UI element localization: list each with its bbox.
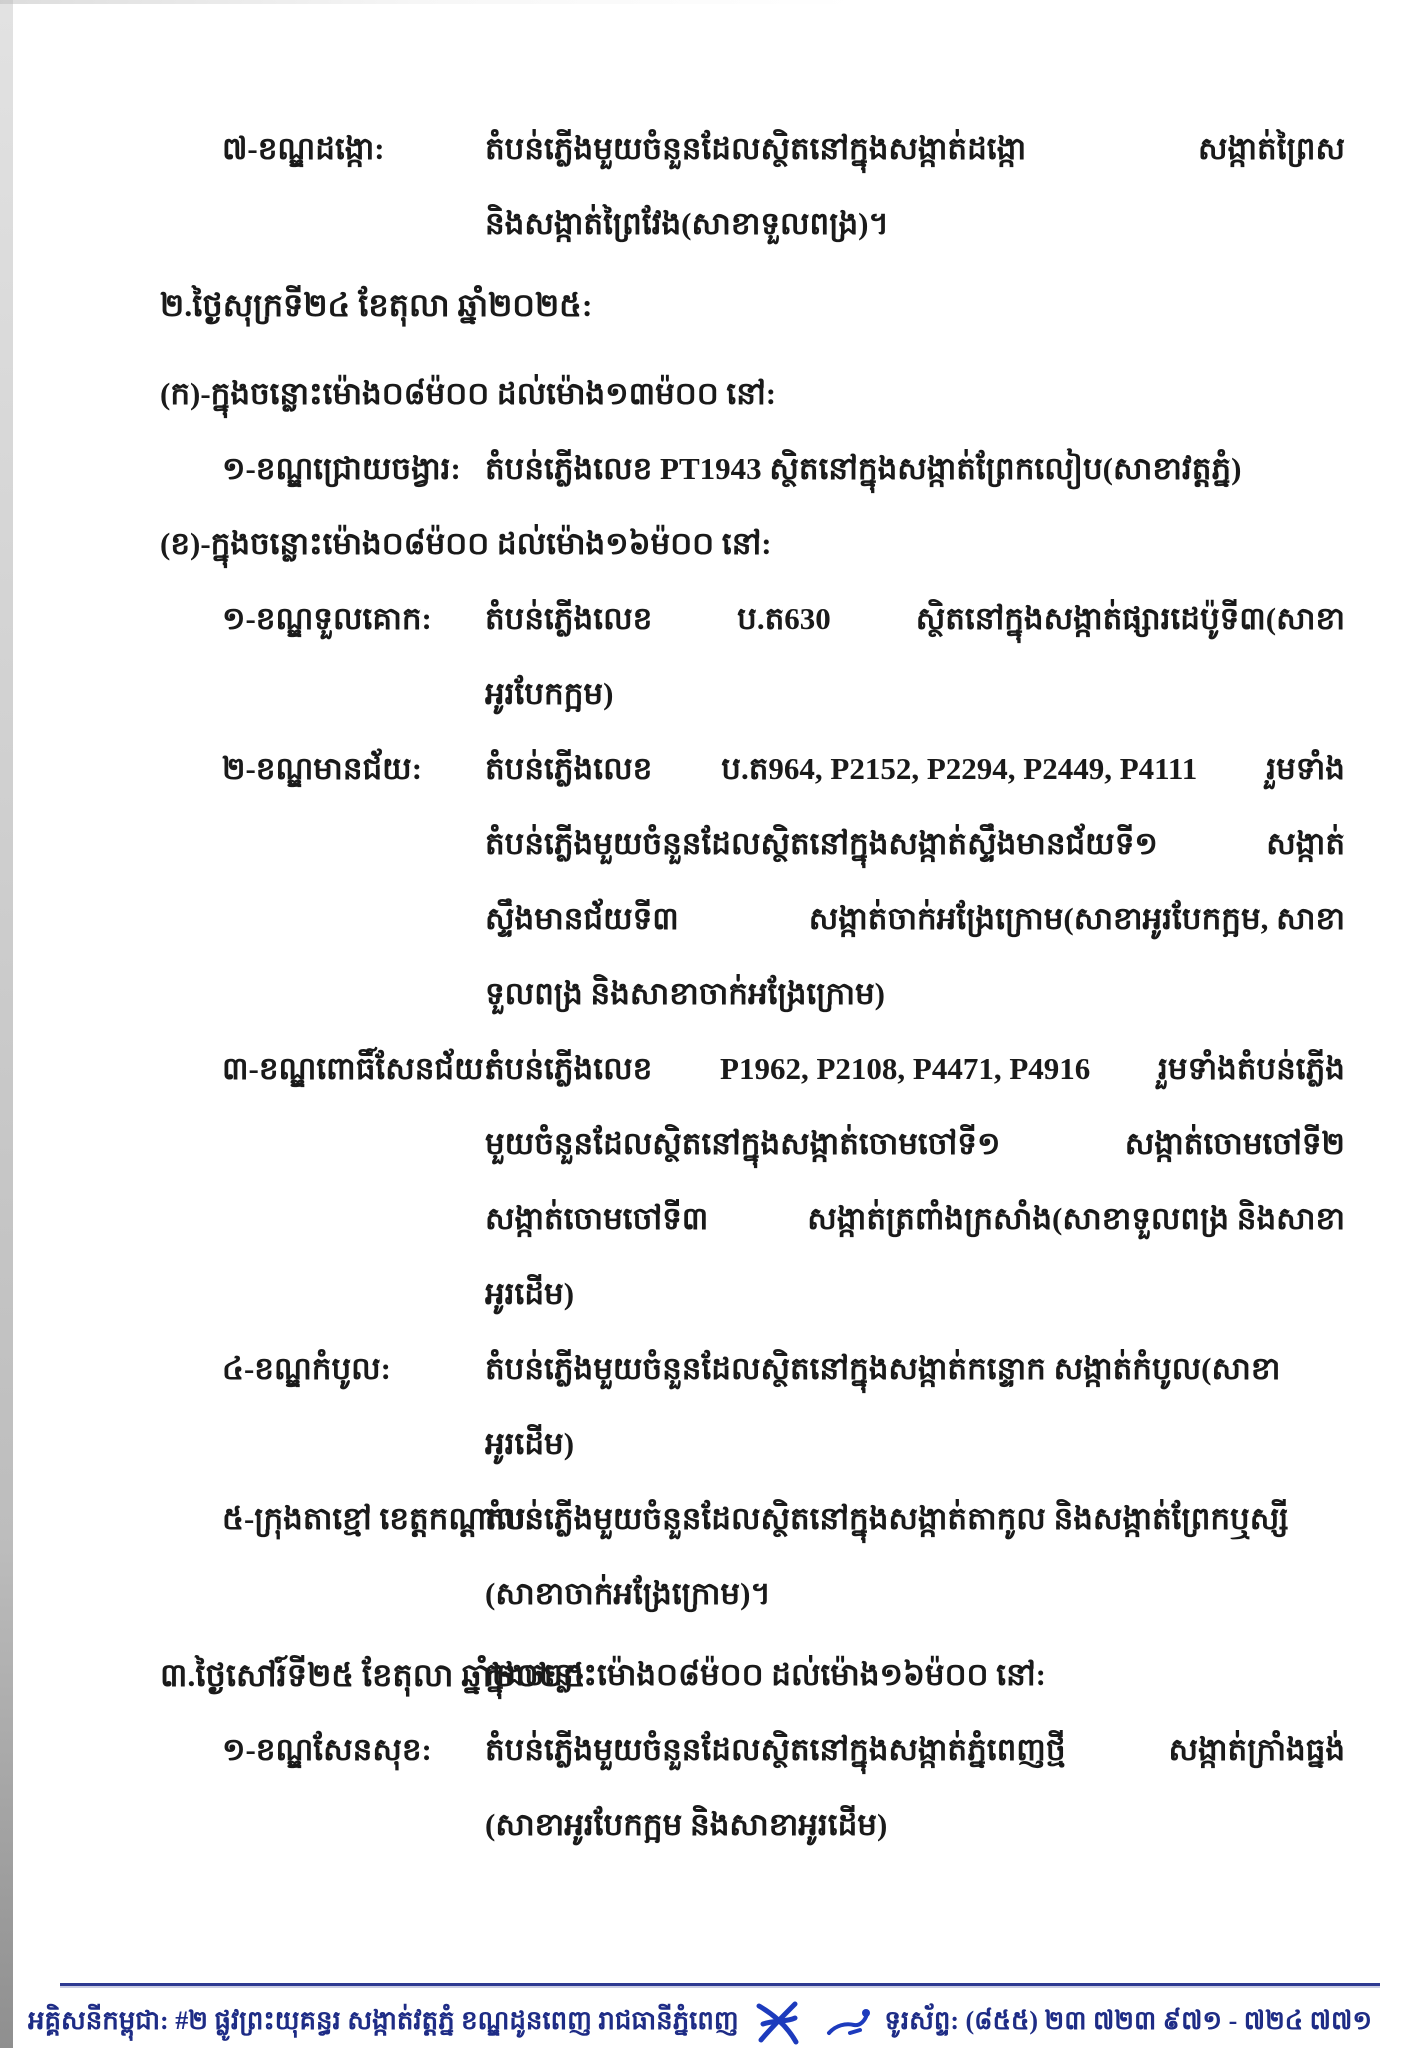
area-description (485, 1659, 1345, 1692)
doc-row-9 (0, 732, 1427, 807)
time-window: (ក)-ក្នុងចន្លោះម៉ោង០៨ម៉០០ ដល់ម៉ោង១៣ម៉០០ នៅ: (160, 376, 777, 412)
text-segment: ស្ទឹងមានជ័យទី៣ (485, 901, 679, 937)
footer (28, 1996, 1372, 2048)
doc-row-19 (0, 1482, 1427, 1557)
text-segment: អូរដើម) (485, 1276, 575, 1312)
telephone-icon (826, 2007, 870, 2039)
doc-row-11 (0, 882, 1427, 957)
doc-row-21 (0, 1638, 1427, 1713)
district-label: ២-ខណ្ឌមានជ័យ: (222, 751, 423, 787)
text-segment: តំបន់ភ្លើងមួយចំនួនដែលស្ថិតនៅក្នុងសង្កាត់កន្ទោក សង្កាត់កំបូល(សាខា (485, 1351, 1281, 1387)
text-segment: សង្កាត់ត្រពាំងក្រសាំង(សាខាទួលពង្រ និងសាខា (807, 1201, 1345, 1237)
text-segment: តំបន់ភ្លើងលេខ (485, 601, 653, 637)
date-heading: ២.ថ្ងៃសុក្រទី២៤ ខែតុលា ឆ្នាំ២០២៥: (160, 286, 593, 323)
footer-address: អគ្គិសនីកម្ពុជា: #២ ផ្លូវព្រះយុគន្ធរ សង្កាត់វត្តភ្នំ ខណ្ឌដូនពេញ រាជធានីភ្នំពេញ (28, 2006, 739, 2035)
text-segment: តំបន់ភ្លើងលេខ (485, 751, 653, 787)
doc-row-16 (0, 1257, 1427, 1332)
text-segment: តំបន់ភ្លើងមួយចំនួនដែលស្ថិតនៅក្នុងសង្កាត់ស្ទឹងមានជ័យទី១ (485, 826, 1158, 862)
doc-row-5 (0, 432, 1427, 507)
area-description (485, 453, 1345, 486)
text-segment: តំបន់ភ្លើងលេខ PT1943 ស្ថិតនៅក្នុងសង្កាត់ព្រែកលៀប(សាខាវត្តភ្នំ) (485, 451, 1242, 487)
text-segment: រួមទាំងតំបន់ភ្លើង (1158, 1051, 1345, 1087)
district-label: ៥-ក្រុងតាខ្មៅ ខេត្តកណ្ដាល: (222, 1501, 536, 1537)
area-description (485, 1578, 1345, 1611)
area-description (485, 978, 1345, 1011)
text-segment: និងសង្កាត់ព្រៃវែង(សាខាទួលពង្រ)។ (485, 206, 889, 242)
text-segment: អូរបែកក្អម) (485, 676, 614, 712)
doc-row-12 (0, 957, 1427, 1032)
text-segment: សង្កាត់ព្រៃស (1198, 131, 1345, 167)
doc-row-8 (0, 657, 1427, 732)
area-description (485, 1053, 1345, 1086)
doc-row-1 (0, 112, 1427, 187)
text-segment: (សាខាចាក់អង្រែក្រោម)។ (485, 1576, 771, 1612)
text-segment: តំបន់ភ្លើងលេខ (485, 1051, 653, 1087)
area-description (485, 1734, 1345, 1767)
doc-row-23 (0, 1788, 1427, 1863)
area-description (485, 828, 1345, 861)
text-segment: (សាខាអូរបែកក្អម និងសាខាអូរដើម) (485, 1807, 888, 1843)
doc-row-22 (0, 1713, 1427, 1788)
area-description (485, 1428, 1345, 1461)
text-segment: រួមទាំង (1266, 751, 1345, 787)
area-description (485, 1353, 1345, 1386)
footer-address-group (28, 1996, 801, 2048)
footer-phone: ទូរស័ព្ទ: (៨៥៥) ២៣ ៧២៣ ៩៧១ - ៧២៤ ៧៧១ (884, 2006, 1372, 2035)
text-segment: ស្ថិតនៅក្នុងសង្កាត់ផ្សារដេប៉ូទី៣(សាខា (915, 601, 1345, 637)
text-segment: ទួលពង្រ និងសាខាចាក់អង្រែក្រោម) (485, 976, 885, 1012)
doc-row-17 (0, 1332, 1427, 1407)
area-description (485, 208, 1345, 241)
doc-row-14 (0, 1107, 1427, 1182)
area-description (485, 753, 1345, 786)
doc-row-10 (0, 807, 1427, 882)
area-description (485, 1203, 1345, 1236)
doc-row-18 (0, 1407, 1427, 1482)
district-label: ១-ខណ្ឌទួលគោក: (222, 601, 432, 637)
doc-row-6 (0, 507, 1427, 582)
text-segment: ក្នុងចន្លោះម៉ោង០៨ម៉០០ ដល់ម៉ោង១៦ម៉០០ នៅ: (485, 1657, 1046, 1693)
district-label: ១-ខណ្ឌជ្រោយចង្វារ: (222, 451, 461, 487)
text-segment: សង្កាត់ (1266, 826, 1345, 862)
doc-row-13 (0, 1032, 1427, 1107)
text-segment: ប.ត630 (737, 601, 831, 637)
doc-row-2 (0, 187, 1427, 262)
text-segment: សង្កាត់ចាក់អង្រែក្រោម(សាខាអូរបែកក្អម, សាខា (808, 901, 1345, 937)
district-label: ១-ខណ្ឌសែនសុខ: (222, 1732, 432, 1768)
text-segment: តំបន់ភ្លើងមួយចំនួនដែលស្ថិតនៅក្នុងសង្កាត់ភ្នំពេញថ្មី (485, 1732, 1066, 1768)
footer-divider (60, 1983, 1380, 1986)
scan-edge-top-shadow (0, 0, 1427, 4)
document-body (0, 112, 1427, 1863)
doc-row-15 (0, 1182, 1427, 1257)
footer-phone-group (826, 2004, 1372, 2042)
time-window: (ខ)-ក្នុងចន្លោះម៉ោង០៨ម៉០០ ដល់ម៉ោង១៦ម៉០០ នៅ: (160, 526, 772, 562)
district-label: ៣-ខណ្ឌពោធិ៍សែនជ័យ: (222, 1051, 494, 1087)
district-label: ៤-ខណ្ឌកំបូល: (222, 1351, 391, 1387)
text-segment: P1962, P2108, P4471, P4916 (720, 1051, 1091, 1087)
area-description (485, 1278, 1345, 1311)
text-segment: ប.ត964, P2152, P2294, P2449, P4111 (721, 751, 1198, 787)
doc-row-3 (0, 268, 1427, 343)
text-segment: អូរដើម) (485, 1426, 575, 1462)
doc-row-20 (0, 1557, 1427, 1632)
area-description (485, 1128, 1345, 1161)
text-segment: សង្កាត់ចោមចៅទី៣ (485, 1201, 709, 1237)
doc-row-4 (0, 357, 1427, 432)
area-description (485, 1503, 1345, 1536)
text-segment: តំបន់ភ្លើងមួយចំនួនដែលស្ថិតនៅក្នុងសង្កាត់តាកូល និងសង្កាត់ព្រែកឬស្សី (485, 1501, 1289, 1537)
area-description (485, 903, 1345, 936)
area-description (485, 1809, 1345, 1842)
edc-logo-icon (753, 1996, 801, 2048)
text-segment: សង្កាត់ក្រាំងធ្នង់ (1168, 1732, 1345, 1768)
text-segment: មួយចំនួនដែលស្ថិតនៅក្នុងសង្កាត់ចោមចៅទី១ (485, 1126, 1001, 1162)
district-label: ៧-ខណ្ឌដង្កោ: (222, 131, 385, 167)
date-heading: ៣.ថ្ងៃសៅរ៍ទី២៥ ខែតុលា ឆ្នាំ២០២៥ (160, 1656, 586, 1693)
doc-row-7 (0, 582, 1427, 657)
text-segment: តំបន់ភ្លើងមួយចំនួនដែលស្ថិតនៅក្នុងសង្កាត់ដង្កោ (485, 131, 1027, 167)
area-description (485, 133, 1345, 166)
area-description (485, 603, 1345, 636)
text-segment: សង្កាត់ចោមចៅទី២ (1124, 1126, 1345, 1162)
area-description (485, 678, 1345, 711)
